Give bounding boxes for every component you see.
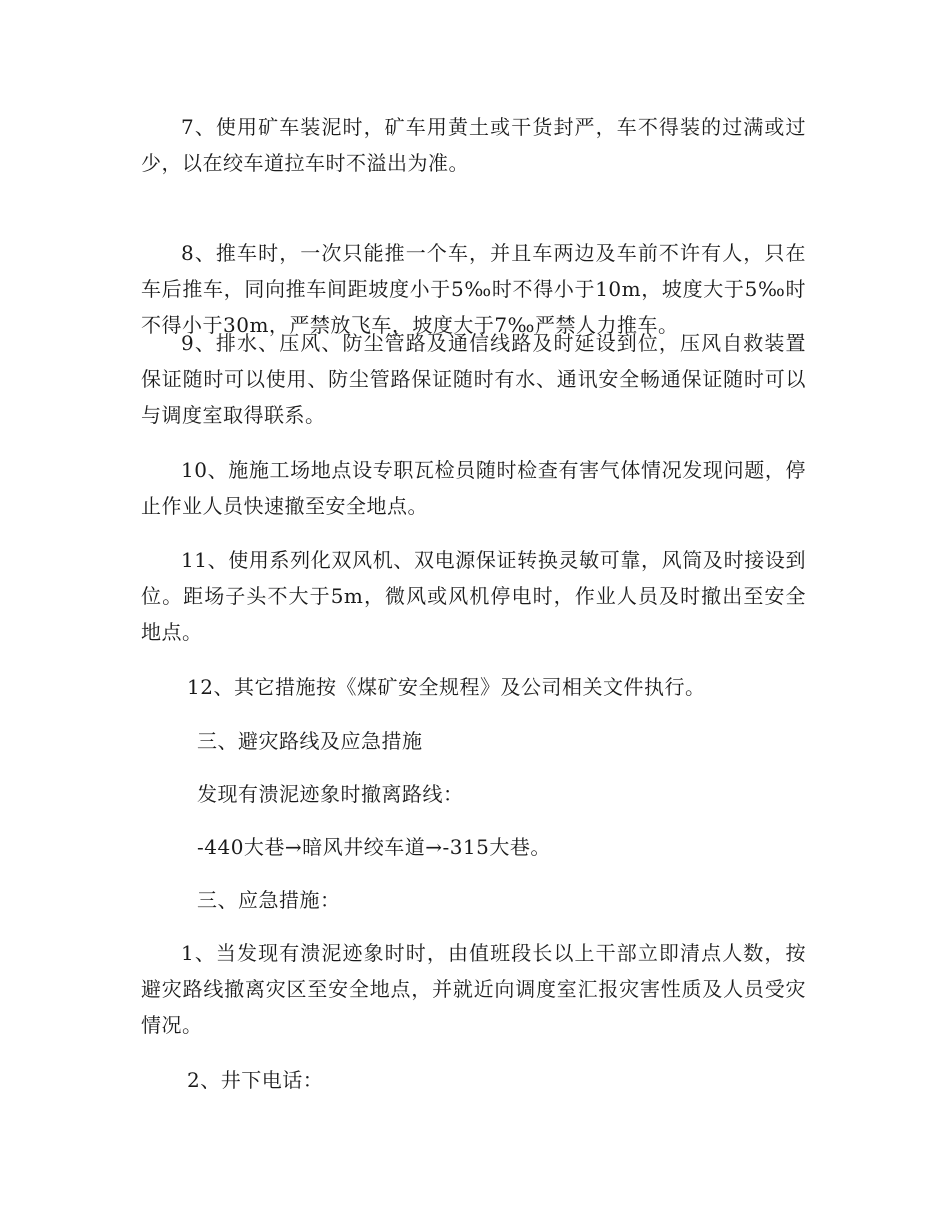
paragraph-item-11: 11、使用系列化双风机、双电源保证转换灵敏可靠，风筒及时接设到位。距场子头不大于5m，微风或风机停电时，作业人员及时撤出至安全地点。 xyxy=(141,548,806,644)
section-heading-emergency: 三、应急措施： xyxy=(197,888,341,912)
paragraph-item-7: 7、使用矿车装泥时，矿车用黄土或干货封严，车不得装的过满或过少，以在绞车道拉车时不溢出为准。 xyxy=(141,115,806,175)
section-heading-evacuation: 三、避灾路线及应急措施 xyxy=(197,729,423,753)
paragraph-item-8: 8、推车时，一次只能推一个车，并且车两边及车前不许有人，只在车后推车，同向推车间距坡度小于5‰时不得小于10m，坡度大于5‰时不得小于30m，严禁放飞车，坡度大于7‰严禁人力推车。 xyxy=(141,241,806,337)
route-intro: 发现有溃泥迹象时撤离路线： xyxy=(197,782,464,806)
paragraph-item-12: 12、其它措施按《煤矿安全规程》及公司相关文件执行。 xyxy=(187,675,706,699)
paragraph-item-9: 9、排水、压风、防尘管路及通信线路及时延设到位，压风自救装置保证随时可以使用、防尘管路保证随时有水、通讯安全畅通保证随时可以与调度室取得联系。 xyxy=(141,331,806,427)
evacuation-route: -440大巷→暗风井绞车道→-315大巷。 xyxy=(197,835,551,859)
emergency-item-1: 1、当发现有溃泥迹象时时，由值班段长以上干部立即清点人数，按避灾路线撤离灾区至安全地点，并就近向调度室汇报灾害性质及人员受灾情况。 xyxy=(141,941,806,1037)
paragraph-item-10: 10、施施工场地点设专职瓦检员随时检查有害气体情况发现问题，停止作业人员快速撤至安全地点。 xyxy=(141,458,806,518)
emergency-item-2: 2、井下电话： xyxy=(187,1068,324,1092)
